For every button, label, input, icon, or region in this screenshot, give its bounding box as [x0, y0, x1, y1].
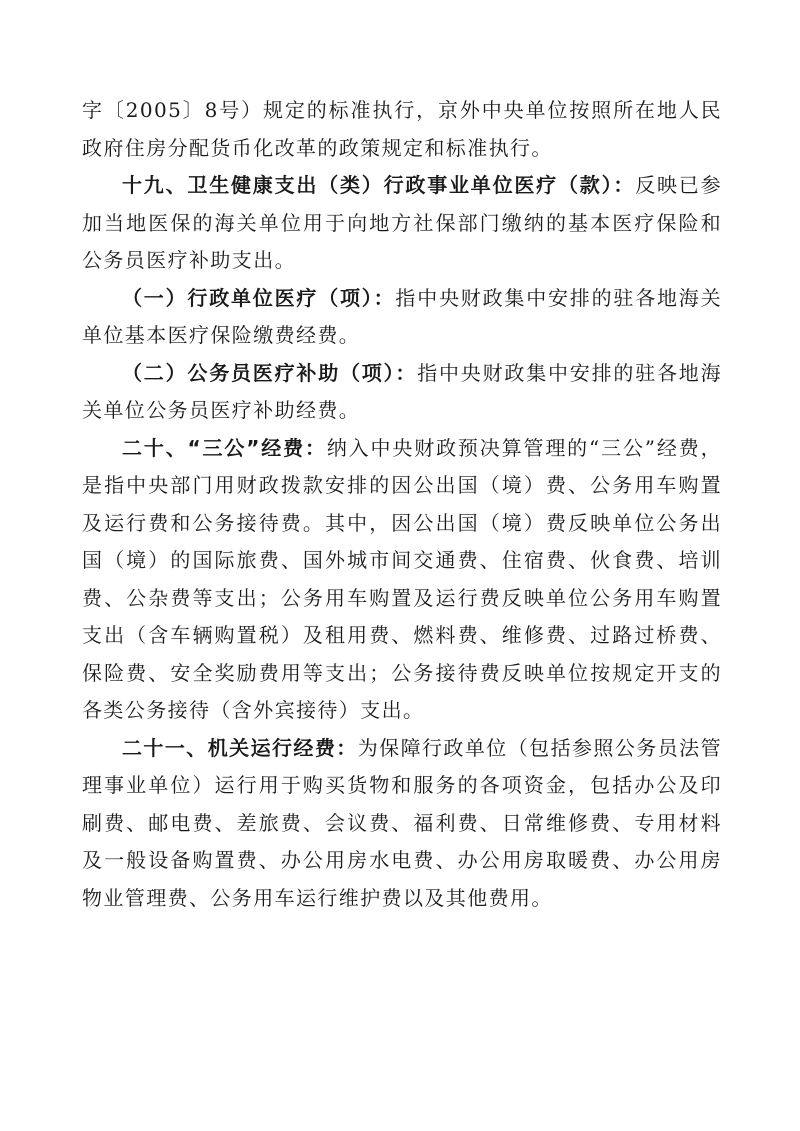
paragraph-body: 为保障行政单位（包括参照公务员法管理事业单位）运行用于购买货物和服务的各项资金，包括办公及印刷费、邮电费、差旅费、会议费、福利费、日常维修费、专用材料及一般设备购置费、办公用房水电费、办公用房取暖费、办公用房物业管理费、公务用车运行维护费以及其他费用。: [82, 735, 722, 910]
paragraph-body: 指中央财政集中安排的驻各地海关单位公务员医疗补助经费。: [82, 360, 722, 422]
paragraph-civil-servant-medical: [82, 355, 722, 430]
section-heading: （二）公务员医疗补助（项）：: [122, 360, 418, 385]
paragraph-body: 反映已参加当地医保的海关单位用于向地方社保部门缴纳的基本医疗保险和公务员医疗补助支出。: [82, 173, 722, 272]
section-heading: （一）行政单位医疗（项）：: [122, 285, 396, 310]
paragraph-operating-expenses: [82, 730, 722, 918]
section-heading: 二十一、机关运行经费：: [122, 735, 358, 760]
paragraph-body: 纳入中央财政预决算管理的“三公”经费，是指中央部门用财政拨款安排的因公出国（境）费、公务用车购置及运行费和公务接待费。其中，因公出国（境）费反映单位公务出国（境）的国际旅费、国外城市间交通费、住宿费、伙食费、培训费、公杂费等支出；公务用车购置及运行费反映单位公务用车购置支出（含车辆购置税）及租用费、燃料费、维修费、过路过桥费、保险费、安全奖励费用等支出；公务接待费反映单位按规定开支的各类公务接待（含外宾接待）支出。: [82, 435, 722, 722]
paragraph-body: 字〔2005〕8号）规定的标准执行，京外中央单位按照所在地人民政府住房分配货币化改革的政策规定和标准执行。: [82, 98, 722, 160]
paragraph-body: 指中央财政集中安排的驻各地海关单位基本医疗保险缴费经费。: [82, 285, 723, 347]
paragraph-health-expenditure: [82, 167, 722, 280]
paragraph-admin-medical: [82, 280, 722, 355]
section-heading: 十九、卫生健康支出（类）行政事业单位医疗（款）：: [122, 173, 636, 197]
section-heading: 二十、“三公”经费：: [122, 435, 327, 460]
document-page: [82, 92, 722, 917]
paragraph-housing-continued: [82, 92, 722, 167]
paragraph-three-public-expenses: [82, 430, 722, 730]
